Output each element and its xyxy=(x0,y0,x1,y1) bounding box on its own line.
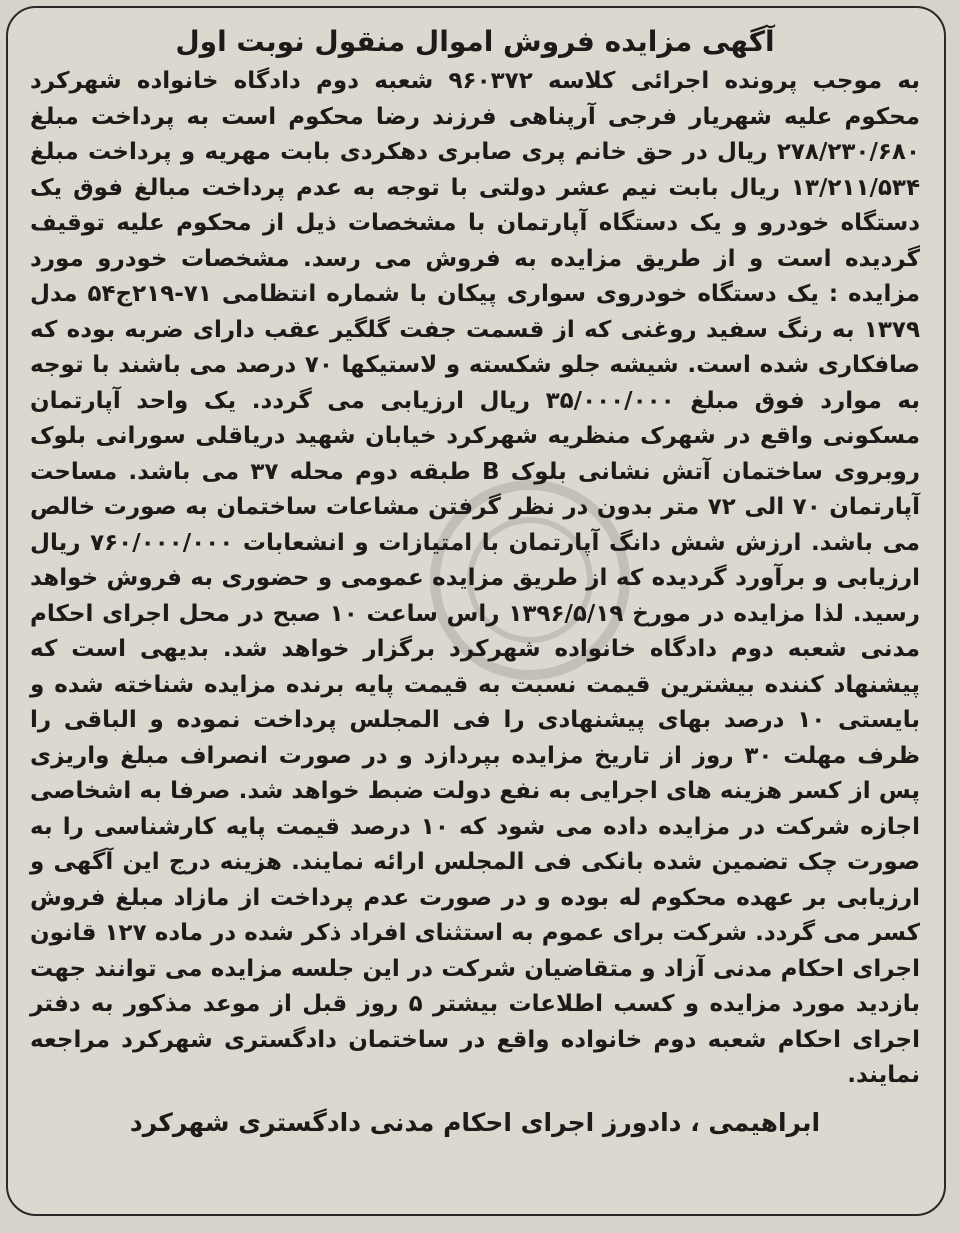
notice-body: به موجب پرونده اجرائی کلاسه ۹۶۰۳۷۲ شعبه دوم دادگاه خانواده شهرکرد محکوم علیه شهریار فرجی آرپناهی فرزند رضا محکوم است به پرداخت مبلغ ۲۷۸/۲۳۰/۶۸۰ ریال در حق خانم پری صابری دهکردی بابت مهریه و پرداخت مبلغ ۱۳/۲۱۱/۵۳۴ ریال بابت نیم عشر دولتی با توجه به عدم پرداخت مبالغ فوق یک دستگاه خودرو و یک دستگاه آپارتمان با مشخصات ذیل از محکوم علیه توقیف گردیده است و از طریق مزایده به فروش می رسد. مشخصات خودرو مورد مزایده : یک دستگاه خودروی سواری پیکان با شماره انتظامی ۷۱-۲۱۹ج۵۴ مدل ۱۳۷۹ به رنگ سفید روغنی که از قسمت جفت گلگیر عقب دارای ضربه بوده که صافکاری شده است. شیشه جلو شکسته و لاستیکها ۷۰ درصد می باشند با توجه به موارد فوق مبلغ ۳۵/۰۰۰/۰۰۰ ریال ارزیابی می گردد. یک واحد آپارتمان مسکونی واقع در شهرک منظریه شهرکرد خیابان شهید دریاقلی سورانی بلوک روبروی ساختمان آتش نشانی بلوک B طبقه دوم محله ۳۷ می باشد. مساحت آپارتمان ۷۰ الی ۷۲ متر بدون در نظر گرفتن مشاعات ساختمان به صورت خالص می باشد. ارزش شش دانگ آپارتمان با امتیازات و انشعابات ۷۶۰/۰۰۰/۰۰۰ ریال ارزیابی و برآورد گردیده که از طریق مزایده عمومی و حضوری به فروش خواهد رسید. لذا مزایده در مورخ ۱۳۹۶/۵/۱۹ راس ساعت ۱۰ صبح در محل اجرای احکام مدنی شعبه دوم دادگاه خانواده شهرکرد برگزار خواهد شد. بدیهی است که پیشنهاد کننده بیشترین قیمت نسبت به قیمت پایه برنده مزایده شناخته شده و بایستی ۱۰ درصد بهای پیشنهادی را فی المجلس پرداخت نموده و الباقی را ظرف مهلت ۳۰ روز از تاریخ مزایده بپردازد و در صورت انصراف مبلغ واریزی پس از کسر هزینه های اجرایی به نفع دولت ضبط خواهد شد. صرفا به اشخاصی اجازه شرکت در مزایده داده می شود که ۱۰ درصد قیمت پایه کارشناسی را به صورت چک تضمین شده بانکی فی المجلس ارائه نمایند. هزینه درج این آگهی و ارزیابی بر عهده محکوم له بوده و در صورت عدم پرداخت از مازاد مبلغ فروش کسر می گردد. شرکت برای عموم به استثنای افراد ذکر شده در ماده ۱۲۷ قانون اجرای احکام مدنی آزاد و متقاضیان شرکت در این جلسه مزایده می توانند جهت بازدید مورد مزایده و کسب اطلاعات بیشتر ۵ روز قبل از موعد مذکور به دفتر اجرای احکام شعبه دوم خانواده واقع در ساختمان دادگستری شهرکرد مراجعه نمایند. xyxy=(30,68,921,1088)
notice-signature: ابراهیمی ، دادورز اجرای احکام مدنی دادگستری شهرکرد xyxy=(129,1107,821,1137)
notice-title: آگهی مزایده فروش اموال منقول نوبت اول xyxy=(175,25,775,58)
notice-content xyxy=(30,20,920,1146)
